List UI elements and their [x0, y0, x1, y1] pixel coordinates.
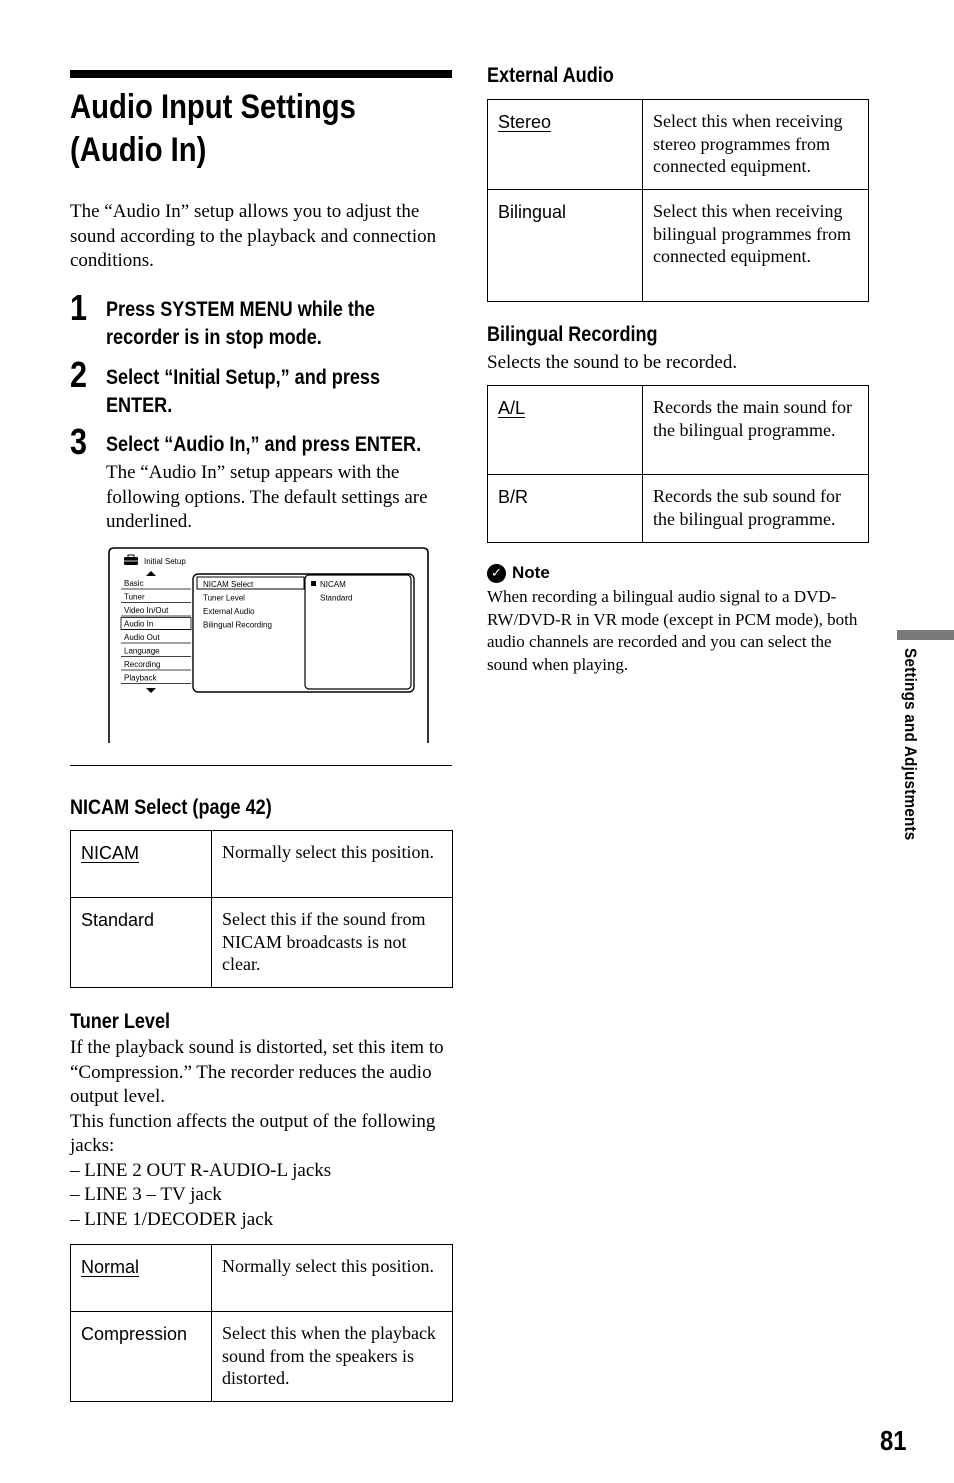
step-3-number: 3 — [70, 421, 88, 462]
screen-submenu-item: Tuner Level — [203, 593, 245, 603]
step-3-body: The “Audio In” setup appears with the following options. The default settings are underlined. — [106, 462, 428, 532]
option-label: Bilingual — [488, 190, 643, 302]
screen-menu-item: Video In/Out — [124, 606, 169, 615]
tuner-heading: Tuner Level — [70, 1010, 171, 1033]
option-label: Normal — [71, 1245, 212, 1312]
page-title: Audio Input Settings (Audio In) — [70, 88, 356, 169]
option-label: NICAM — [71, 831, 212, 898]
selected-marker-icon — [311, 581, 316, 586]
option-description: Select this when receiving stereo programmes from connected equipment. — [643, 100, 869, 190]
bilingual-heading: Bilingual Recording — [487, 323, 658, 346]
toolbox-icon — [124, 555, 138, 565]
table-row — [488, 100, 869, 190]
option-description: Normally select this position. — [212, 831, 453, 898]
option-label: B/R — [488, 475, 643, 543]
screen-menu-item: Recording — [124, 660, 161, 669]
intro-text: The “Audio In” setup allows you to adjust the sound according to the playback and connection conditions. — [70, 201, 437, 271]
step-1-number: 1 — [70, 287, 88, 328]
table-row — [488, 190, 869, 302]
external-audio-heading: External Audio — [487, 64, 614, 87]
option-label: Standard — [71, 898, 212, 988]
external-audio-table — [487, 99, 869, 302]
option-description: Normally select this position. — [212, 1245, 453, 1312]
screen-submenu-item: External Audio — [203, 607, 255, 616]
option-description: Records the main sound for the bilingual programme. — [643, 386, 869, 475]
screen-menu-item: Audio Out — [124, 633, 160, 642]
screen-menu-item: Playback — [124, 673, 157, 683]
bilingual-table — [487, 385, 869, 543]
note-heading-label: Note — [512, 563, 550, 582]
screen-header: Initial Setup — [144, 557, 186, 566]
down-arrow-icon — [146, 688, 156, 693]
table-row — [71, 1312, 453, 1402]
table-row — [71, 831, 453, 898]
screen-menu-item: Basic — [124, 579, 144, 588]
bilingual-subtitle: Selects the sound to be recorded. — [487, 352, 738, 373]
step-2-heading: Select “Initial Setup,” and press ENTER. — [106, 366, 380, 417]
tuner-description — [70, 1036, 452, 1232]
page-number: 81 — [880, 1425, 907, 1456]
screen-option-item: NICAM — [320, 580, 346, 589]
option-label: A/L — [488, 386, 643, 475]
tuner-paragraph: If the playback sound is distorted, set this item to “Compression.” The recorder reduces the audio output level. — [70, 1037, 444, 1107]
screen-menu-item: Audio In — [124, 619, 154, 629]
step-2-number: 2 — [70, 354, 88, 395]
table-row — [71, 1245, 453, 1312]
note-icon: ✓ — [487, 564, 506, 583]
nicam-heading: NICAM Select (page 42) — [70, 796, 272, 819]
side-tab-label: Settings and Adjustments — [901, 648, 920, 841]
jack-list-item: – LINE 3 – TV jack — [70, 1184, 222, 1205]
jack-list-item: – LINE 2 OUT R-AUDIO-L jacks — [70, 1159, 332, 1181]
setup-screen-illustration — [108, 547, 429, 743]
screen-option-item: Standard — [320, 593, 353, 603]
step-1-heading: Press SYSTEM MENU while the recorder is in stop mode. — [106, 298, 375, 349]
option-description: Records the sub sound for the bilingual programme. — [643, 475, 869, 543]
tuner-table — [70, 1244, 453, 1402]
title-rule — [70, 70, 452, 78]
screen-menu-item: Tuner — [124, 592, 145, 602]
step-3-heading: Select “Audio In,” and press ENTER. — [106, 433, 422, 456]
option-label: Stereo — [488, 100, 643, 190]
table-row — [488, 475, 869, 543]
option-label: Compression — [71, 1312, 212, 1402]
screen-submenu-item: Bilingual Recording — [203, 620, 272, 630]
jack-list-item: – LINE 1/DECODER jack — [70, 1208, 274, 1230]
screen-menu-item: Language — [124, 646, 160, 656]
option-description: Select this if the sound from NICAM broadcasts is not clear. — [212, 898, 453, 988]
option-description: Select this when receiving bilingual programmes from connected equipment. — [643, 190, 869, 302]
table-row — [71, 898, 453, 988]
up-arrow-icon — [146, 571, 156, 576]
side-tab-bar — [897, 630, 954, 640]
nicam-table — [70, 830, 453, 988]
note-text: When recording a bilingual audio signal to a DVD-RW/DVD-R in VR mode (except in PCM mode), both audio channels are recorded and you can select the sound when playing. — [487, 587, 858, 674]
option-description: Select this when the playback sound from the speakers is distorted. — [212, 1312, 453, 1402]
tuner-paragraph: This function affects the output of the following jacks: — [70, 1110, 436, 1156]
section-divider — [70, 765, 452, 766]
screen-submenu-item: NICAM Select — [203, 580, 254, 589]
table-row — [488, 386, 869, 475]
note-heading — [487, 562, 550, 584]
